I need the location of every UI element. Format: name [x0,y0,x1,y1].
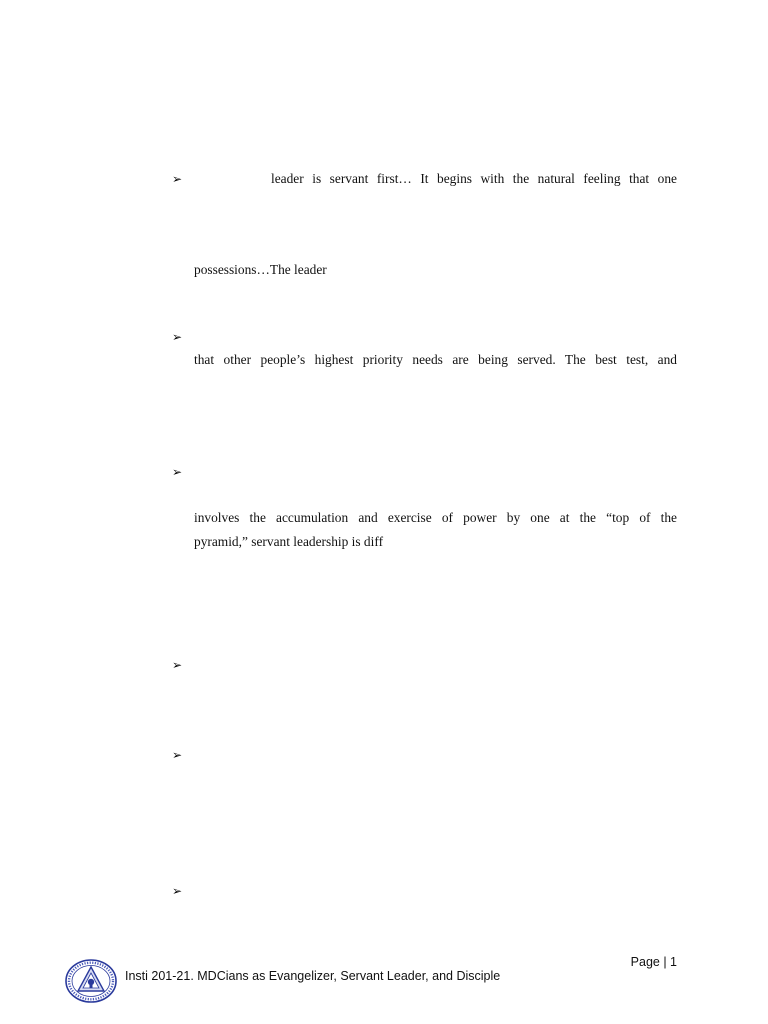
bullet-icon: ➢ [172,748,183,762]
bullet-icon: ➢ [172,884,183,898]
paragraph-line: possessions…The leader [194,262,327,277]
institution-seal-icon [64,958,118,1004]
paragraph-line: pyramid,” servant leadership is diff [194,534,384,549]
bullet-icon: ➢ [172,465,183,479]
paragraph-line: that other people’s highest priority needs are being served. The best test, and [194,352,677,367]
bullet-icon: ➢ [172,172,183,186]
footer-course-title: Insti 201-21. MDCians as Evangelizer, Servant Leader, and Disciple [125,969,501,983]
bullet-icon: ➢ [172,658,183,672]
bullet-icon: ➢ [172,330,183,344]
paragraph-line: leader is servant first… It begins with the natural feeling that one [271,171,677,186]
page-number: Page | 1 [630,955,677,969]
paragraph-line: involves the accumulation and exercise of power by one at the “top of the [194,510,677,525]
